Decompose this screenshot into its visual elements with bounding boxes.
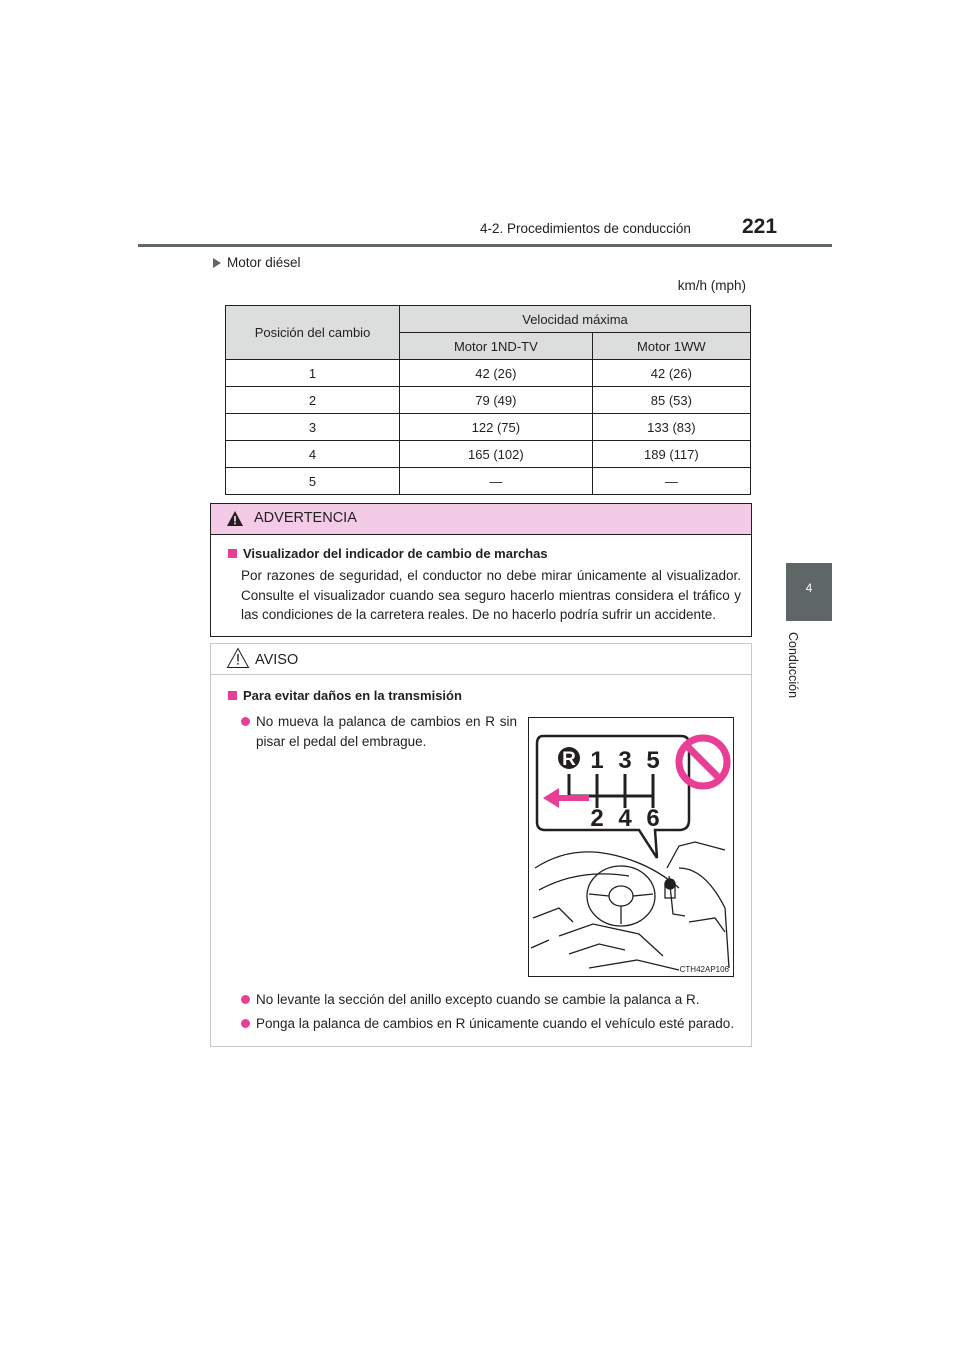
engine-label <box>213 255 301 270</box>
table-row <box>226 441 751 468</box>
figure-id: CTH42AP106 <box>679 965 729 974</box>
table-cell: 4 <box>226 441 400 468</box>
unit-label: km/h (mph) <box>677 278 746 293</box>
table-cell: 165 (102) <box>400 441 593 468</box>
notice-subheading-text: Para evitar daños en la transmisión <box>243 688 462 703</box>
notice-title: AVISO <box>255 652 299 668</box>
col-header-speed: Velocidad máxima <box>400 306 751 333</box>
chapter-tab[interactable] <box>786 563 832 621</box>
gear-2-label: 2 <box>590 805 604 832</box>
bullet-text: Ponga la palanca de cambios en R únicamente cuando el vehículo esté parado. <box>256 1016 735 1031</box>
notice-bullet-2 <box>241 990 741 1010</box>
warning-title: ADVERTENCIA <box>254 510 357 526</box>
notice-subheading <box>228 688 462 703</box>
col-header-engine-1: Motor 1ND-TV <box>400 333 593 360</box>
col-header-position: Posición del cambio <box>226 306 400 360</box>
square-bullet-icon <box>228 691 237 700</box>
triangle-right-icon <box>213 258 221 268</box>
table-cell: — <box>400 468 593 495</box>
table-cell: 122 (75) <box>400 414 593 441</box>
warning-triangle-icon <box>226 510 244 528</box>
table-cell: 79 (49) <box>400 387 593 414</box>
gear-3-label: 3 <box>618 747 632 774</box>
table-cell: 42 (26) <box>592 360 750 387</box>
warning-subheading-text: Visualizador del indicador de cambio de marchas <box>243 546 548 561</box>
table-cell: 3 <box>226 414 400 441</box>
gear-6-label: 6 <box>646 805 660 832</box>
gear-5-label: 5 <box>646 747 660 774</box>
table-row <box>226 468 751 495</box>
cockpit-line-art <box>531 842 729 970</box>
table-cell: 85 (53) <box>592 387 750 414</box>
table-cell: 5 <box>226 468 400 495</box>
gear-1-label: 1 <box>590 747 604 774</box>
table-row <box>226 387 751 414</box>
bullet-text: No levante la sección del anillo excepto cuando se cambie la palanca a R. <box>256 992 700 1007</box>
notice-bullet-3 <box>241 1014 746 1034</box>
header-rule <box>138 244 832 247</box>
bullet-text: No mueva la palanca de cambios en R sin pisar el pedal del embrague. <box>256 714 517 749</box>
table-cell: 1 <box>226 360 400 387</box>
warning-box <box>210 503 752 637</box>
gear-4-label: 4 <box>618 805 632 832</box>
table-cell: — <box>592 468 750 495</box>
gearshift-drawing <box>529 718 733 976</box>
table-cell: 189 (117) <box>592 441 750 468</box>
table-cell: 2 <box>226 387 400 414</box>
max-speed-table <box>225 305 751 495</box>
col-header-engine-2: Motor 1WW <box>592 333 750 360</box>
gearshift-illustration <box>528 717 734 977</box>
warning-header <box>211 504 751 535</box>
table-row <box>226 414 751 441</box>
warning-subheading <box>228 546 548 561</box>
warning-text: Por razones de seguridad, el conductor no debe mirar únicamente al visualizador. Consulte el visualizador cuando sea seguro hacerlo mientras considera el tráfico y las condiciones de la carretera reales. De no hacerlo podría sufrir un accidente. <box>241 568 741 622</box>
caution-triangle-icon <box>226 647 250 669</box>
notice-header <box>211 644 751 675</box>
round-bullet-icon <box>241 717 250 726</box>
chapter-tab-number: 4 <box>805 581 813 595</box>
square-bullet-icon <box>228 549 237 558</box>
reverse-label: R <box>562 749 576 770</box>
table-cell: 133 (83) <box>592 414 750 441</box>
table-row <box>226 360 751 387</box>
table-cell: 42 (26) <box>400 360 593 387</box>
round-bullet-icon <box>241 1019 250 1028</box>
round-bullet-icon <box>241 995 250 1004</box>
page-header-section: 4-2. Procedimientos de conducción <box>480 221 691 236</box>
notice-bullet-1 <box>241 712 517 751</box>
chapter-tab-label: Conducción <box>786 632 800 699</box>
engine-label-text: Motor diésel <box>227 255 301 270</box>
page-number: 221 <box>742 215 778 238</box>
